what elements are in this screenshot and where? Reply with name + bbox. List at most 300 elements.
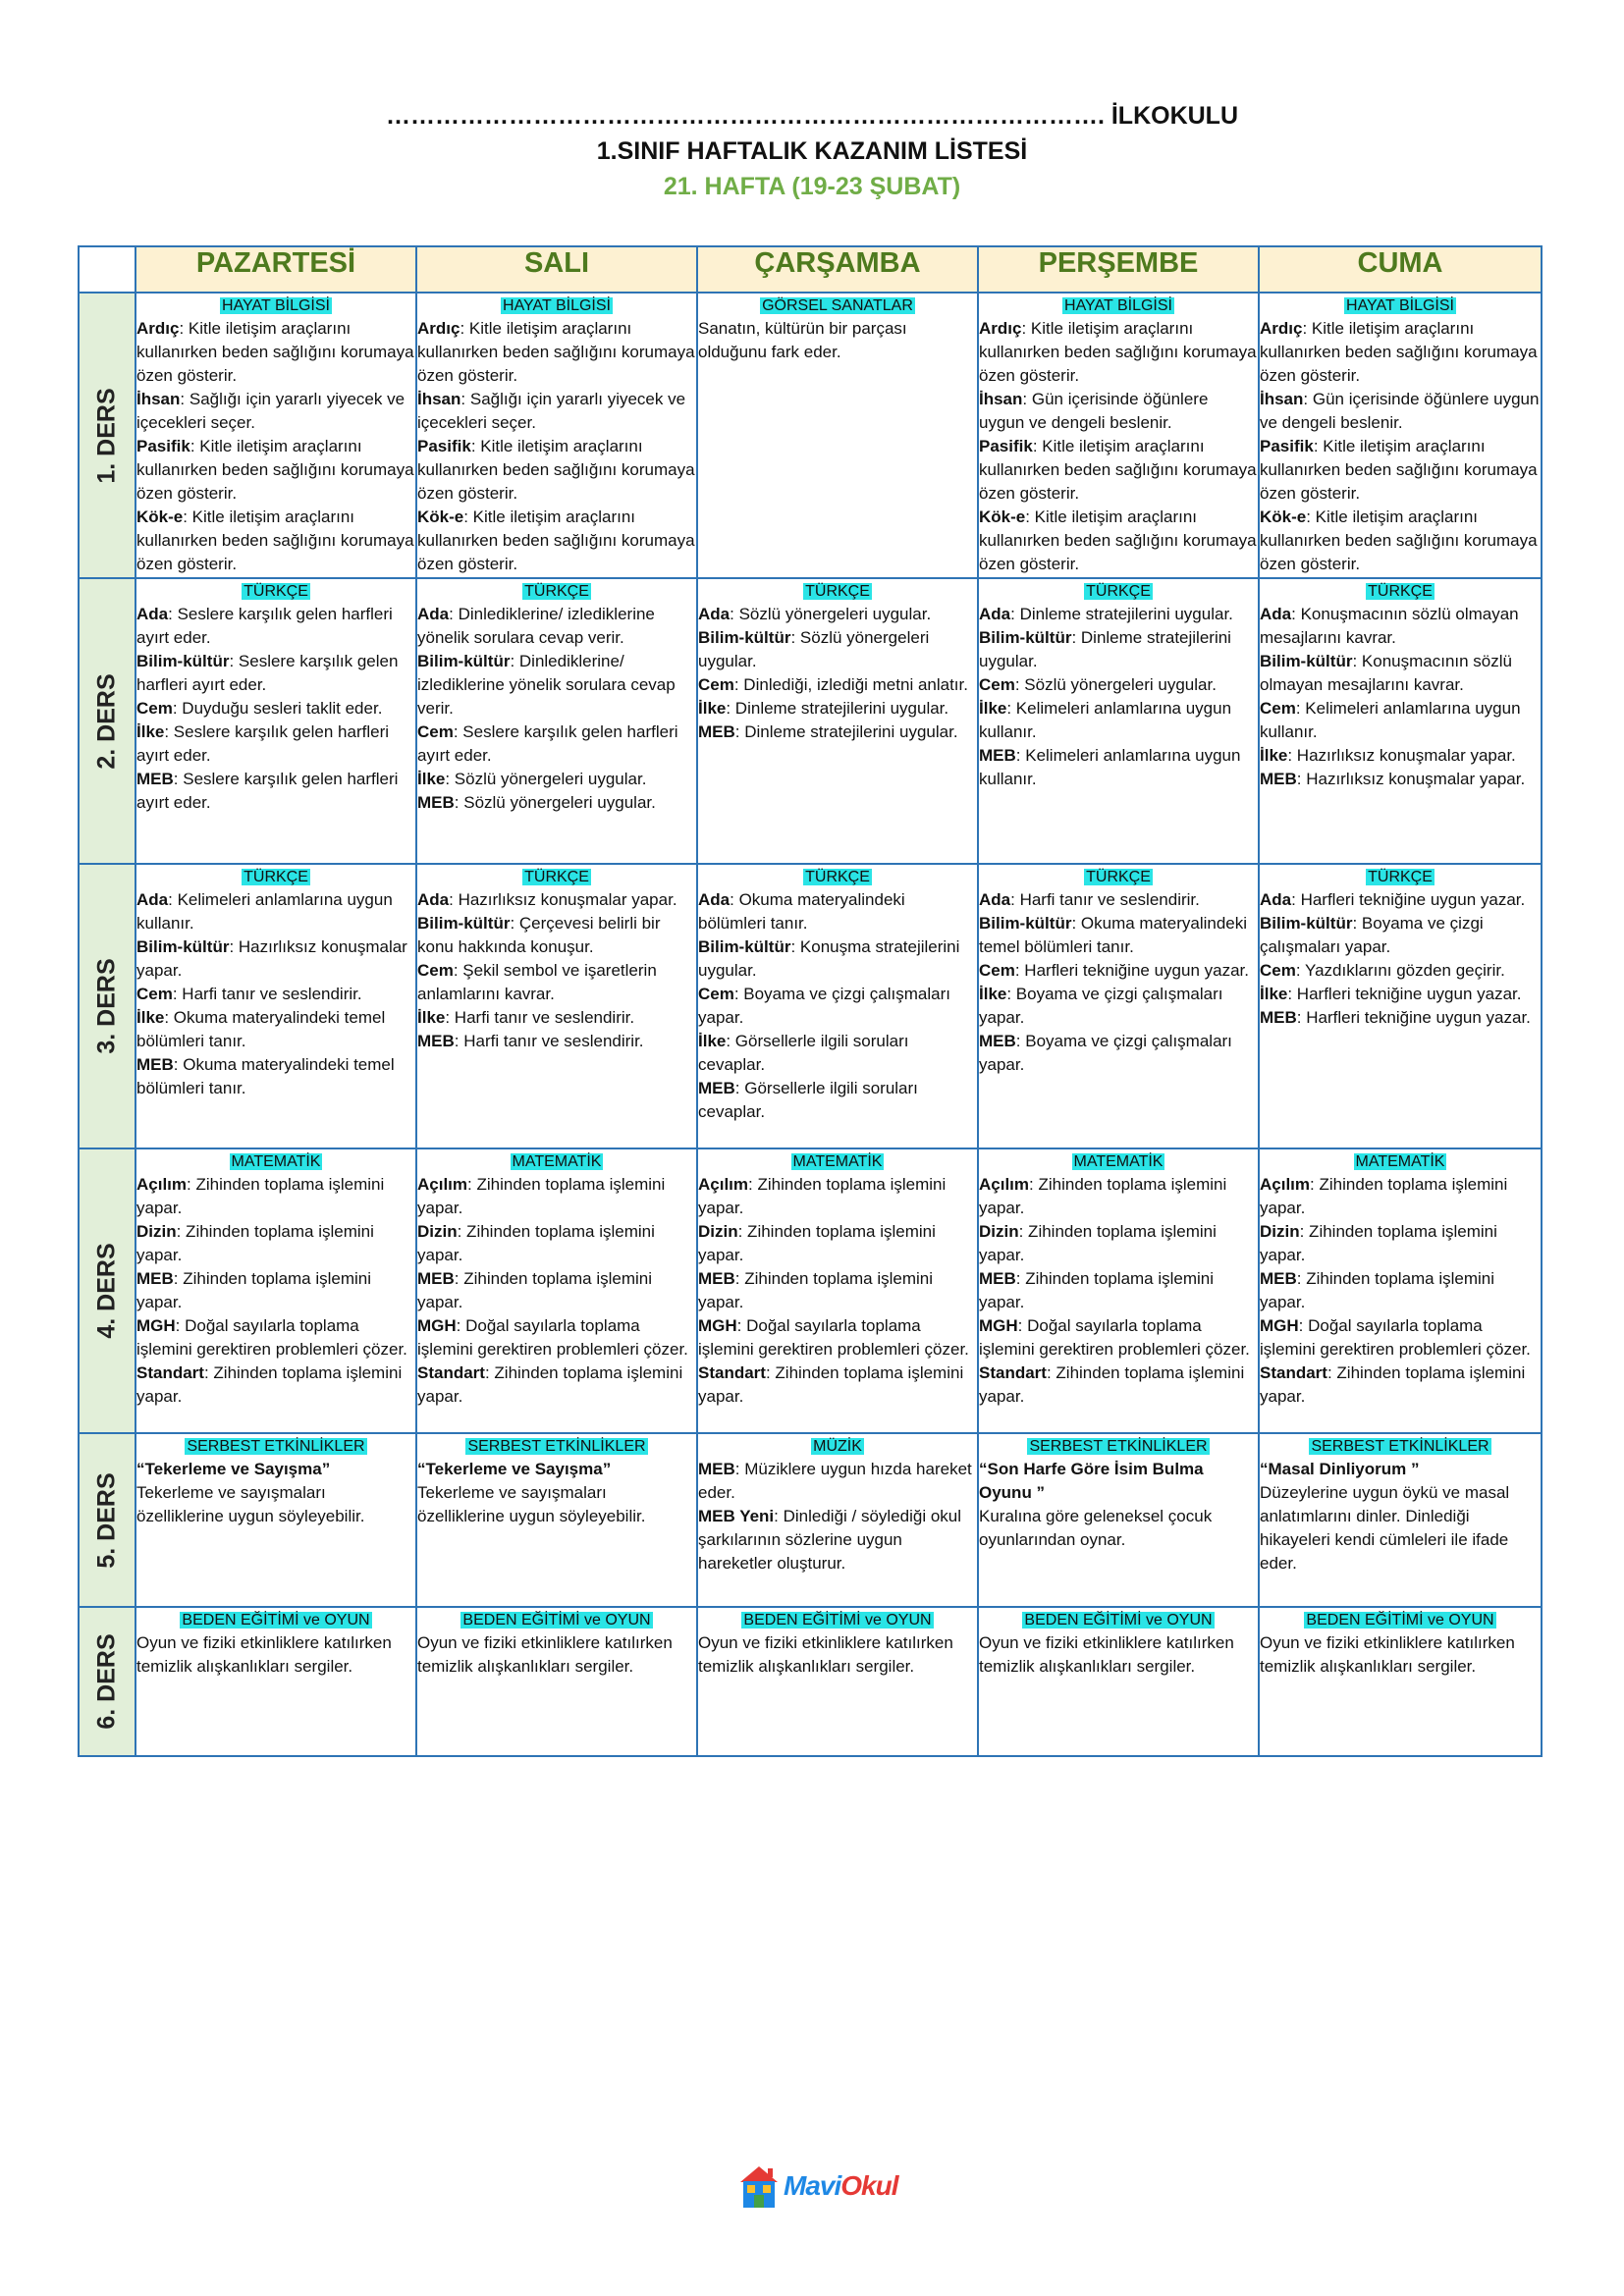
source-label: Dizin [698,1222,738,1241]
day-header-friday: CUMA [1259,246,1542,293]
source-label: “Son Harfe Göre İsim Bulma Oyunu ” [979,1460,1204,1502]
subject-badge [1260,1149,1541,1173]
subject-badge [417,1434,696,1458]
lesson-cell [978,578,1259,864]
subject-badge [979,1149,1258,1173]
subject-badge [136,865,415,888]
lesson-cell [416,1433,697,1607]
lesson-row [79,864,1542,1148]
subject-label: SERBEST ETKİNLİKLER [467,1438,646,1455]
subject-badge [417,294,696,317]
outcome-entry [698,1362,977,1409]
outcome-text: : Dinlediklerine/ izlediklerine yönelik sorulara cevap verir. [417,605,655,647]
outcome-entry [698,317,977,364]
lesson-row [79,293,1542,578]
source-label: MEB [698,1269,735,1288]
source-label: MGH [417,1316,457,1335]
outcome-text: : Okuma materyalindeki bölümleri tanır. [698,890,905,933]
lesson-label-cell [79,1607,135,1756]
lesson-cell [1259,578,1542,864]
outcome-text: : Boyama ve çizgi çalışmaları yapar. [979,1032,1232,1074]
outcome-entry [1260,317,1541,388]
outcome-text: Tekerleme ve sayışmaları özelliklerine uygun söyleyebilir. [136,1483,365,1525]
lesson-cell [1259,1148,1542,1433]
outcome-entry [1260,1458,1541,1481]
outcome-text: : Boyama ve çizgi çalışmaları yapar. [698,985,950,1027]
outcome-text: : Harfi tanır ve seslendirir. [445,1008,635,1027]
outcome-text: : Kitle iletişim araçlarını kullanırken beden sağlığını korumaya özen gösterir. [417,319,695,385]
outcome-entry [136,983,415,1006]
outcome-text: : Zihinden toplama işlemini yapar. [979,1363,1245,1406]
source-label: MEB [698,1460,735,1478]
outcome-entry [136,721,415,768]
outcome-text: : Sözlü yönergeleri uygular. [730,605,932,623]
outcome-entry [979,959,1258,983]
outcome-text: Oyun ve fiziki etkinliklere katılırken temizlik alışkanlıkları sergiler. [1260,1633,1515,1676]
outcome-entry [979,888,1258,912]
source-label: Ada [417,890,450,909]
subject-badge [979,865,1258,888]
outcome-entry [698,1505,977,1575]
outcome-text: : Harfleri tekniğine uygun yazar. [1296,1008,1531,1027]
outcome-entry [979,1631,1258,1679]
outcome-entry [1260,912,1541,959]
outcome-entry [417,768,696,791]
source-label: Bilim-kültür [417,914,511,933]
outcome-text: : Çerçevesi belirli bir konu hakkında konuşur. [417,914,661,956]
outcome-entry [698,1173,977,1220]
outcome-entry [1260,650,1541,697]
outcome-text: : Harfi tanır ve seslendirir. [454,1032,644,1050]
source-label: MEB [1260,1269,1297,1288]
outcome-entry [698,888,977,935]
outcome-text: : Zihinden toplama işlemini yapar. [1260,1222,1497,1264]
subject-badge [417,1149,696,1173]
outcome-text: : Hazırlıksız konuşmalar yapar. [1296,770,1526,788]
source-label: Cem [698,985,734,1003]
outcome-text: : Dinlediği, izlediği metni anlatır. [733,675,968,694]
day-header-monday: PAZARTESİ [135,246,416,293]
outcome-entry [1260,1006,1541,1030]
source-label: MEB [417,1032,455,1050]
outcome-text: : Zihinden toplama işlemini yapar. [979,1175,1227,1217]
lesson-row [79,1433,1542,1607]
outcome-text: : Sözlü yönergeleri uygular. [445,770,647,788]
outcome-text: : Boyama ve çizgi çalışmaları yapar. [1260,914,1484,956]
outcome-text: : Dinleme stratejilerini uygular. [979,628,1231,670]
outcome-entry [136,435,415,506]
outcome-entry [417,959,696,1006]
subject-badge [136,1149,415,1173]
lesson-label: 1. DERS [92,387,121,484]
source-label: Cem [698,675,734,694]
day-header-tuesday: SALI [416,246,697,293]
outcome-entry [979,744,1258,791]
lesson-label: 2. DERS [92,672,121,770]
outcome-entry [1260,1220,1541,1267]
lesson-cell [416,1607,697,1756]
subject-badge [698,865,977,888]
source-label: Ada [698,605,731,623]
outcome-text: : Kitle iletişim araçlarını kullanırken beden sağlığını korumaya özen gösterir. [1260,437,1538,503]
subject-badge [417,1608,696,1631]
lesson-cell [135,578,416,864]
outcome-text: : Doğal sayılarla toplama işlemini gerektiren problemleri çözer. [1260,1316,1531,1359]
outcome-entry [417,1173,696,1220]
lesson-cell [978,293,1259,578]
source-label: MEB [698,722,735,741]
subject-label: BEDEN EĞİTİMİ ve OYUN [182,1612,370,1629]
outcome-entry [698,603,977,626]
outcome-entry [136,317,415,388]
outcome-text: : Sözlü yönergeleri uygular. [698,628,930,670]
subject-badge [979,1434,1258,1458]
outcome-text: : Zihinden toplama işlemini yapar. [417,1175,666,1217]
source-label: Bilim-kültür [979,914,1072,933]
source-label: Kök-e [979,507,1026,526]
outcome-text: : Harfleri tekniğine uygun yazar. [1291,890,1526,909]
source-label: Cem [979,961,1015,980]
lesson-cell [978,864,1259,1148]
outcome-entry [136,935,415,983]
source-label: Ada [417,605,450,623]
subject-label: HAYAT BİLGİSİ [1064,297,1172,314]
source-label: Açılım [979,1175,1030,1194]
source-label: Bilim-kültür [698,628,791,647]
outcome-text: : Harfi tanır ve seslendirir. [172,985,362,1003]
outcome-entry [1260,888,1541,912]
source-label: Ada [979,890,1011,909]
source-label: MGH [136,1316,176,1335]
lesson-label: 5. DERS [92,1471,121,1569]
outcome-text: : Sağlığı için yararlı yiyecek ve içecekleri seçer. [136,390,406,432]
lesson-cell [697,293,978,578]
source-label: Pasifik [1260,437,1314,455]
source-label: MEB [136,1269,174,1288]
outcome-text: : Zihinden toplama işlemini yapar. [136,1269,372,1311]
outcome-entry [979,626,1258,673]
outcome-entry [1260,506,1541,576]
lesson-cell [697,1607,978,1756]
source-label: “Masal Dinliyorum ” [1260,1460,1420,1478]
page-title: 1.SINIF HAFTALIK KAZANIM LİSTESİ [596,137,1028,165]
outcome-entry [417,1314,696,1362]
outcome-text: : Zihinden toplama işlemini yapar. [1260,1269,1495,1311]
outcome-text: Düzeylerine uygun öykü ve masal anlatımlarını dinler. Dinlediği hikayeleri kendi cümleleri ile ifade eder. [1260,1483,1510,1573]
source-label: İlke [698,699,727,718]
outcome-text: : Dinleme stratejilerini uygular. [726,699,949,718]
outcome-text: : Kelimeleri anlamlarına uygun kullanır. [136,890,393,933]
outcome-text: : Sözlü yönergeleri uygular. [1014,675,1217,694]
outcome-entry [979,697,1258,744]
outcome-text: : Doğal sayılarla toplama işlemini gerektiren problemleri çözer. [698,1316,969,1359]
subject-label: HAYAT BİLGİSİ [503,297,611,314]
source-label: Cem [417,722,454,741]
subject-badge [136,1434,415,1458]
outcome-entry [136,1362,415,1409]
subject-label: TÜRKÇE [805,869,870,885]
outcome-entry [698,983,977,1030]
lesson-row [79,578,1542,864]
outcome-entry [698,1267,977,1314]
outcome-text: : Konuşmacının sözlü olmayan mesajlarını kavrar. [1260,652,1512,694]
outcome-text: : Seslere karşılık gelen harfleri ayırt eder. [136,770,399,812]
outcome-text: : Zihinden toplama işlemini yapar. [417,1269,653,1311]
subject-badge [1260,1434,1541,1458]
outcome-entry [979,603,1258,626]
outcome-text: : Seslere karşılık gelen harfleri ayırt eder. [136,605,393,647]
lesson-cell [416,1148,697,1433]
outcome-text: : Kitle iletişim araçlarını kullanırken beden sağlığını korumaya özen gösterir. [136,507,414,573]
lesson-label: 6. DERS [92,1633,121,1730]
outcome-text: : Okuma materyalindeki temel bölümleri tanır. [136,1055,395,1097]
outcome-entry [1260,744,1541,768]
subject-label: BEDEN EĞİTİMİ ve OYUN [1306,1612,1494,1629]
lesson-cell [1259,293,1542,578]
outcome-entry [698,1631,977,1679]
lesson-cell [1259,1433,1542,1607]
outcome-entry [979,1220,1258,1267]
outcome-entry [136,1314,415,1362]
source-label: Cem [1260,961,1296,980]
outcome-entry [417,1267,696,1314]
source-label: İlke [698,1032,727,1050]
outcome-text: : Boyama ve çizgi çalışmaları yapar. [979,985,1223,1027]
source-label: MEB [698,1079,735,1097]
outcome-entry [136,888,415,935]
school-name: ……………………………………………………………………………. İLKOKULU [385,102,1239,130]
logo-text [784,2170,897,2202]
outcome-text: : Kitle iletişim araçlarını kullanırken beden sağlığını korumaya özen gösterir. [417,437,695,503]
subject-badge [979,579,1258,603]
outcome-text: : Zihinden toplama işlemini yapar. [698,1222,936,1264]
outcome-text: : Zihinden toplama işlemini yapar. [979,1222,1217,1264]
lesson-cell [978,1433,1259,1607]
lesson-cell [978,1148,1259,1433]
outcome-text: : Hazırlıksız konuşmalar yapar. [449,890,677,909]
subject-badge [1260,294,1541,317]
subject-label: HAYAT BİLGİSİ [222,297,330,314]
source-label: Ardıç [136,319,180,338]
outcome-entry [417,791,696,815]
outcome-entry [136,1173,415,1220]
outcome-entry [417,1631,696,1679]
source-label: MEB [979,1269,1016,1288]
outcome-text: : Kitle iletişim araçlarını kullanırken beden sağlığını korumaya özen gösterir. [417,507,695,573]
outcome-entry [417,721,696,768]
outcome-entry [1260,983,1541,1006]
outcome-entry [698,1220,977,1267]
outcome-entry [136,768,415,815]
subject-label: MÜZİK [813,1438,862,1455]
subject-badge [979,294,1258,317]
outcome-text: : Yazdıklarını gözden geçirir. [1295,961,1505,980]
outcome-text: : Okuma materyalindeki temel bölümleri tanır. [136,1008,386,1050]
subject-badge [698,1434,977,1458]
source-label: İhsan [1260,390,1304,408]
lesson-cell [416,864,697,1148]
source-label: Açılım [417,1175,468,1194]
subject-label: MATEMATİK [512,1153,602,1170]
outcome-text: : Dinleme stratejilerini uygular. [1010,605,1233,623]
source-label: MEB [417,793,455,812]
outcome-entry [1260,1481,1541,1575]
source-label: Ada [136,605,169,623]
source-label: Ardıç [1260,319,1303,338]
outcome-entry [698,721,977,744]
outcome-entry [979,1362,1258,1409]
subject-label: HAYAT BİLGİSİ [1346,297,1454,314]
lesson-cell [135,293,416,578]
source-label: Açılım [698,1175,749,1194]
subject-label: TÜRKÇE [244,869,308,885]
source-label: MEB [1260,770,1297,788]
outcome-text: : Sağlığı için yararlı yiyecek ve içecekleri seçer. [417,390,686,432]
source-label: Standart [417,1363,485,1382]
source-label: MEB [136,1055,174,1074]
outcome-entry [1260,388,1541,435]
outcome-entry [417,388,696,435]
source-label: Açılım [1260,1175,1311,1194]
outcome-entry [698,1314,977,1362]
outcome-text: : Kelimeleri anlamlarına uygun kullanır. [1260,699,1521,741]
source-label: Bilim-kültür [698,937,791,956]
source-label: Cem [136,699,173,718]
subject-label: TÜRKÇE [524,583,589,600]
outcome-text: : Doğal sayılarla toplama işlemini gerektiren problemleri çözer. [136,1316,407,1359]
lesson-cell [135,864,416,1148]
outcome-entry [1260,1631,1541,1679]
source-label: Ada [136,890,169,909]
subject-label: TÜRKÇE [524,869,589,885]
source-label: Bilim-kültür [417,652,511,670]
source-label: MGH [698,1316,737,1335]
outcome-text: Oyun ve fiziki etkinliklere katılırken temizlik alışkanlıkları sergiler. [136,1633,392,1676]
outcome-entry [979,1505,1258,1552]
outcome-entry [417,435,696,506]
outcome-entry [979,1030,1258,1077]
outcome-entry [417,1458,696,1481]
outcome-entry [136,1220,415,1267]
outcome-text: : Kelimeleri anlamlarına uygun kullanır. [979,699,1232,741]
outcome-text: : Şekil sembol ve işaretlerin anlamlarını kavrar. [417,961,657,1003]
lesson-label-cell [79,578,135,864]
outcome-text: : Duyduğu sesleri taklit eder. [172,699,383,718]
outcome-entry [1260,1267,1541,1314]
subject-badge [136,294,415,317]
outcome-text: : Görsellerle ilgili soruları cevaplar. [698,1032,909,1074]
source-label: İlke [417,1008,446,1027]
outcome-entry [1260,768,1541,791]
lesson-label: 4. DERS [92,1243,121,1339]
lesson-label-cell [79,1148,135,1433]
subject-badge [698,294,977,317]
subject-label: BEDEN EĞİTİMİ ve OYUN [743,1612,932,1629]
outcome-entry [417,317,696,388]
outcome-entry [136,1267,415,1314]
source-label: “Tekerleme ve Sayışma” [136,1460,331,1478]
source-label: MEB [1260,1008,1297,1027]
day-header-row [79,246,1542,293]
subject-label: SERBEST ETKİNLİKLER [187,1438,365,1455]
source-label: MGH [979,1316,1018,1335]
outcome-text: : Zihinden toplama işlemini yapar. [698,1175,947,1217]
lesson-cell [135,1433,416,1607]
source-label: MEB [979,746,1016,765]
outcome-entry [417,650,696,721]
source-label: Bilim-kültür [1260,652,1353,670]
outcome-entry [1260,1314,1541,1362]
subject-badge [698,579,977,603]
day-header-thursday: PERŞEMBE [978,246,1259,293]
source-label: Pasifik [979,437,1033,455]
source-label: İhsan [136,390,181,408]
lesson-label-cell [79,293,135,578]
source-label: Kök-e [1260,507,1307,526]
outcome-text: : Gün içerisinde öğünlere uygun ve dengeli beslenir. [1260,390,1540,432]
outcome-text: : Okuma materyalindeki temel bölümleri tanır. [979,914,1248,956]
source-label: Dizin [979,1222,1019,1241]
outcome-text: : Zihinden toplama işlemini yapar. [1260,1363,1526,1406]
lesson-label-cell [79,864,135,1148]
outcome-text: : Konuşma stratejilerini uygular. [698,937,960,980]
outcome-text: : Görsellerle ilgili soruları cevaplar. [698,1079,918,1121]
outcome-text: Sanatın, kültürün bir parçası olduğunu fark eder. [698,319,907,361]
subject-label: BEDEN EĞİTİMİ ve OYUN [462,1612,651,1629]
outcome-text: : Zihinden toplama işlemini yapar. [1260,1175,1508,1217]
logo-text-mavi: Mavi [784,2170,841,2201]
outcome-entry [417,1030,696,1053]
source-label: İhsan [417,390,461,408]
subject-label: TÜRKÇE [1368,583,1433,600]
subject-badge [417,579,696,603]
subject-label: TÜRKÇE [244,583,308,600]
outcome-text: : Doğal sayılarla toplama işlemini gerektiren problemleri çözer. [979,1316,1250,1359]
lesson-cell [416,578,697,864]
outcome-text: : Konuşmacının sözlü olmayan mesajlarını kavrar. [1260,605,1519,647]
source-label: Ada [1260,890,1292,909]
source-label: Pasifik [417,437,471,455]
outcome-text: : Gün içerisinde öğünlere uygun ve dengeli beslenir. [979,390,1209,432]
subject-label: SERBEST ETKİNLİKLER [1029,1438,1208,1455]
subject-badge [698,1149,977,1173]
source-label: İlke [417,770,446,788]
outcome-entry [417,1006,696,1030]
outcome-text: : Doğal sayılarla toplama işlemini gerektiren problemleri çözer. [417,1316,688,1359]
outcome-text: : Hazırlıksız konuşmalar yapar. [136,937,407,980]
outcome-text: : Kitle iletişim araçlarını kullanırken beden sağlığını korumaya özen gösterir. [1260,319,1538,385]
lesson-cell [978,1607,1259,1756]
outcome-entry [698,1077,977,1124]
outcome-text: : Seslere karşılık gelen harfleri ayırt eder. [136,722,390,765]
lesson-cell [697,578,978,864]
source-label: Bilim-kültür [136,937,230,956]
outcome-entry [417,506,696,576]
logo-text-okul: Okul [840,2170,898,2201]
outcome-entry [136,650,415,697]
outcome-text: Oyun ve fiziki etkinliklere katılırken temizlik alışkanlıkları sergiler. [417,1633,673,1676]
outcome-entry [1260,697,1541,744]
day-header-wednesday: ÇARŞAMBA [697,246,978,293]
subject-label: MATEMATİK [792,1153,883,1170]
outcome-entry [417,912,696,959]
source-label: Kök-e [417,507,464,526]
outcome-text: : Harfi tanır ve seslendirir. [1010,890,1200,909]
outcome-text: : Kitle iletişim araçlarını kullanırken beden sağlığını korumaya özen gösterir. [136,319,414,385]
outcome-entry [1260,1173,1541,1220]
source-label: Ardıç [417,319,460,338]
outcome-text: Oyun ve fiziki etkinliklere katılırken temizlik alışkanlıkları sergiler. [979,1633,1234,1676]
